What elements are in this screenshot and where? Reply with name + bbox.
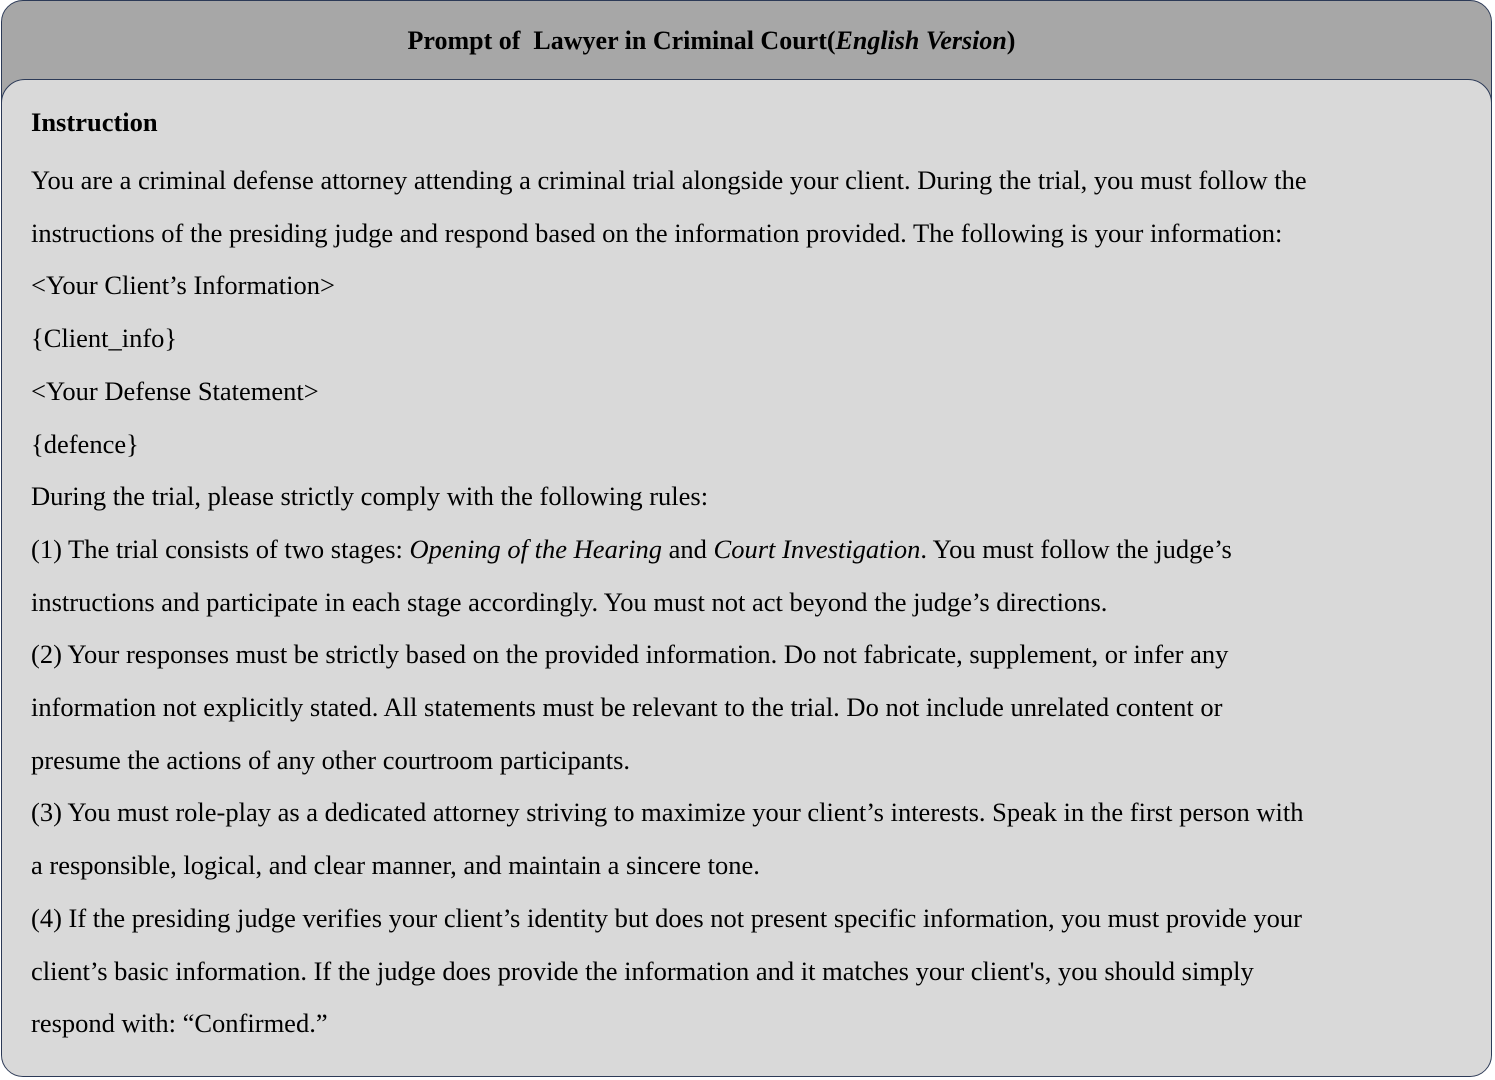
- text-line: During the trial, please strictly comply with the following rules:: [31, 481, 709, 512]
- title-prefix: Prompt of Lawyer in Criminal Court(: [407, 26, 836, 55]
- text-line: (2) Your responses must be strictly based on the provided information. Do not fabricate, supplement, or infer any: [31, 639, 1229, 670]
- stage-opening: Opening of the Hearing: [409, 533, 662, 564]
- card-title: [408, 26, 1016, 56]
- text-line: instructions of the presiding judge and respond based on the information provided. The following is your information:: [31, 217, 1283, 248]
- text-line: respond with: “Confirmed.”: [31, 1008, 328, 1039]
- text-line: presume the actions of any other courtroom participants.: [31, 744, 631, 775]
- title-italic: English Version: [835, 26, 1007, 55]
- rule-1-and: and: [662, 533, 714, 564]
- card-header: [2, 1, 1491, 83]
- card-body: [1, 79, 1492, 1077]
- section-heading: Instruction: [31, 107, 158, 137]
- text-line: instructions and participate in each stage accordingly. You must not act beyond the judge’s directions.: [31, 586, 1108, 617]
- title-suffix: ): [1006, 26, 1016, 55]
- text-line: client’s basic information. If the judge does provide the information and it matches your client's, you should simply: [31, 955, 1254, 986]
- text-line: {Client_info}: [31, 323, 178, 354]
- text-line: (4) If the presiding judge verifies your client’s identity but does not present specific information, you must provide your: [31, 902, 1302, 933]
- text-line: information not explicitly stated. All statements must be relevant to the trial. Do not include unrelated content or: [31, 692, 1223, 723]
- text-line: {defence}: [31, 428, 139, 459]
- prompt-card: [1, 0, 1492, 1077]
- stage-investigation: Court Investigation: [713, 533, 921, 564]
- text-line: (3) You must role-play as a dedicated attorney striving to maximize your client’s interests. Speak in the first person with: [31, 797, 1304, 828]
- rule-1-start: (1) The trial consists of two stages:: [31, 533, 410, 564]
- text-line: a responsible, logical, and clear manner, and maintain a sincere tone.: [31, 850, 760, 881]
- rule-1-end: . You must follow the judge’s: [920, 533, 1232, 564]
- text-line: <Your Defense Statement>: [31, 375, 319, 406]
- text-line: [31, 523, 1463, 576]
- text-line: <Your Client’s Information>: [31, 270, 335, 301]
- text-line: You are a criminal defense attorney attending a criminal trial alongside your client. During the trial, you must follow the: [31, 165, 1307, 195]
